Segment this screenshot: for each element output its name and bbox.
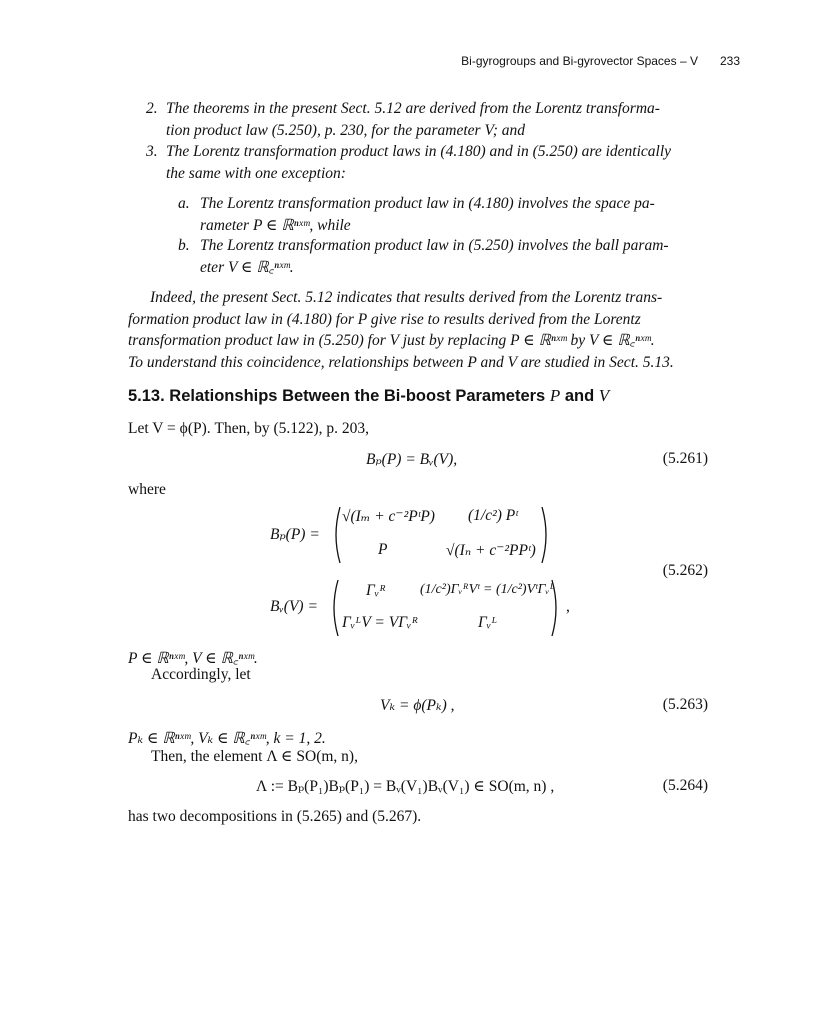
sub-item-line: eter V ∈ ℝ꜀ⁿˣᵐ. [200, 258, 294, 276]
list-item-line: the same with one exception: [166, 164, 346, 182]
domains-line-2: Pₖ ∈ ℝⁿˣᵐ, Vₖ ∈ ℝ꜀ⁿˣᵐ, k = 1, 2. [128, 730, 326, 747]
list-item-line: The theorems in the present Sect. 5.12 are derived from the Lorentz transforma- [166, 100, 660, 117]
section-and: and [564, 387, 595, 405]
running-header [461, 54, 740, 68]
bp-cell-11: √(Iₘ + c⁻²PᵗP) [342, 508, 435, 525]
sub-item-a [178, 193, 708, 236]
sub-item-letter: b. [178, 237, 190, 254]
equation-5-261: Bₚ(P) = Bᵥ(V), [366, 451, 458, 468]
section-symbol-p: P [549, 386, 561, 405]
equation-5-264: Λ := Bₚ(P₁)Bₚ(P₁) = Bᵥ(V₁)Bᵥ(V₁) ∈ SO(m, n) , [256, 778, 555, 795]
list-item-number: 3. [146, 143, 158, 160]
bp-cell-22: √(Iₙ + c⁻²PPᵗ) [446, 542, 536, 559]
bp-cell-21: P [378, 541, 388, 558]
equation-5-263: Vₖ = ϕ(Pₖ) , [380, 697, 455, 714]
equation-number-5-263: (5.263) [662, 696, 708, 713]
equation-number-5-264: (5.264) [662, 777, 708, 794]
section-heading [128, 386, 609, 406]
bp-matrix [330, 505, 550, 570]
section-number: 5.13. [128, 387, 165, 405]
bv-cell-12: (1/c²)ΓᵥᴿVᵗ = (1/c²)VᵗΓᵥᴸ [420, 582, 555, 597]
sub-item-line: rameter P ∈ ℝⁿˣᵐ, while [200, 216, 351, 234]
list-item-3 [128, 141, 708, 184]
sub-item-letter: a. [178, 195, 190, 212]
paragraph-line: To understand this coincidence, relationships between P and V are studied in Sect. 5.13. [128, 353, 674, 371]
bv-cell-11: Γᵥᴿ [366, 582, 386, 599]
bv-trailing-comma: , [566, 598, 570, 615]
list-item-number: 2. [146, 100, 158, 117]
list-item-line: tion product law (5.250), p. 230, for the parameter V; and [166, 121, 526, 139]
equation-number-5-262: (5.262) [662, 562, 708, 579]
domains-line-1: P ∈ ℝⁿˣᵐ, V ∈ ℝ꜀ⁿˣᵐ. [128, 650, 258, 667]
bv-lhs: Bᵥ(V) = [270, 598, 318, 615]
paragraph-line: transformation product law in (5.250) for V just by replacing P ∈ ℝⁿˣᵐ by V ∈ ℝ꜀ⁿˣᵐ. [128, 332, 655, 349]
list-item-2 [128, 98, 708, 141]
paragraph-indeed [128, 287, 708, 373]
accordingly-text: Accordingly, let [151, 666, 251, 683]
where-text: where [128, 481, 166, 498]
bp-cell-12: (1/c²) Pᵗ [468, 507, 518, 524]
equation-number-5-261: (5.261) [662, 450, 708, 467]
section-title: Relationships Between the Bi-boost Parameters [169, 387, 546, 405]
bv-matrix [328, 578, 560, 643]
sub-item-line: The Lorentz transformation product law in (4.180) involves the space pa- [200, 195, 655, 212]
list-item-line: The Lorentz transformation product laws in (4.180) and in (5.250) are identically [166, 143, 672, 160]
paragraph-line: formation product law in (4.180) for P give rise to results derived from the Lorentz [128, 310, 641, 328]
sub-item-line: The Lorentz transformation product law in (5.250) involves the ball param- [200, 237, 669, 254]
closing-text: has two decompositions in (5.265) and (5.267). [128, 808, 422, 825]
bv-cell-22: Γᵥᴸ [478, 614, 498, 631]
paragraph-line: Indeed, the present Sect. 5.12 indicates that results derived from the Lorentz trans- [150, 289, 663, 306]
section-symbol-v: V [598, 386, 610, 405]
bp-lhs: Bₚ(P) = [270, 526, 320, 543]
sub-item-b [178, 235, 708, 278]
bv-cell-21: ΓᵥᴸV = VΓᵥᴿ [342, 614, 419, 631]
then-element-text: Then, the element Λ ∈ SO(m, n), [151, 748, 358, 765]
page-number: 233 [719, 54, 740, 68]
running-title: Bi-gyrogroups and Bi-gyrovector Spaces – V [461, 54, 698, 68]
intro-text: Let V = ϕ(P). Then, by (5.122), p. 203, [128, 420, 370, 437]
